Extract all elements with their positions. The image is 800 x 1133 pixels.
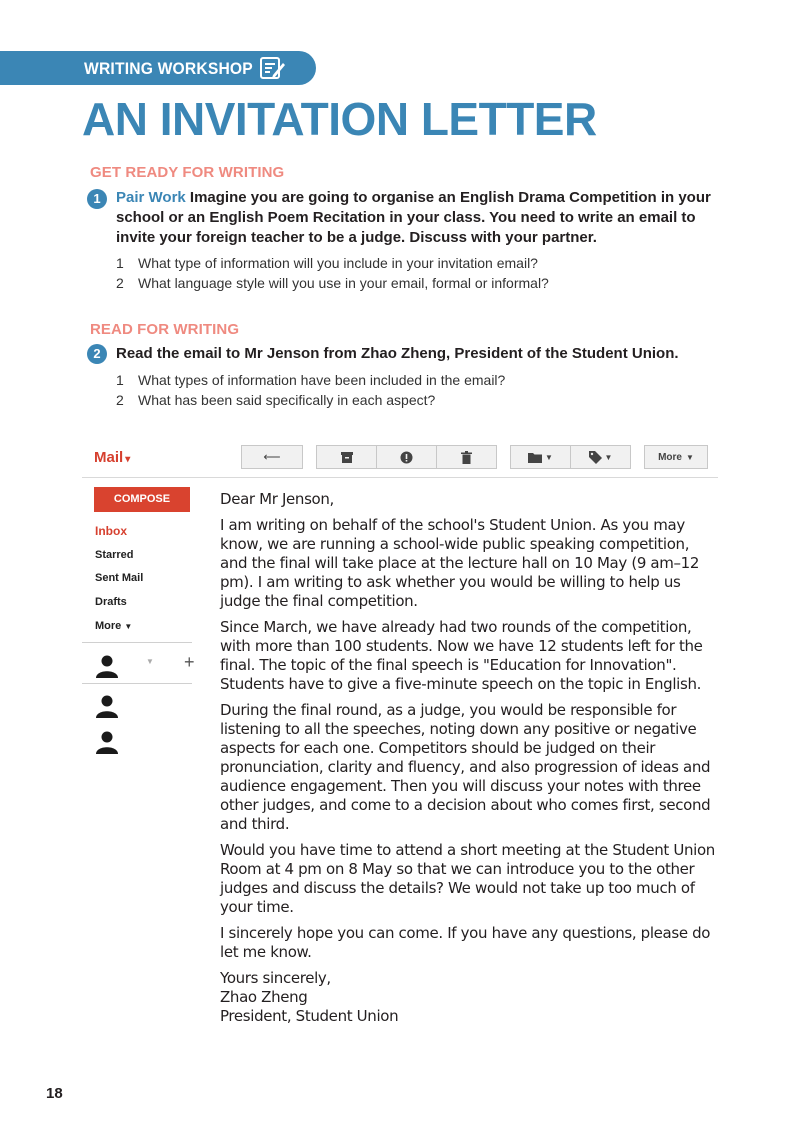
chevron-down-icon: ▼ xyxy=(545,452,553,462)
sidebar-item-inbox[interactable]: Inbox xyxy=(95,524,127,538)
compose-button[interactable]: COMPOSE xyxy=(94,487,190,512)
task-1-body: Imagine you are going to organise an English Drama Competition in your school or an English Poem Recitation in your class. You need to write an email to invite your foreign teacher to be a judge. Discuss with your partner. xyxy=(116,189,711,246)
page-title: AN INVITATION LETTER xyxy=(82,93,597,145)
chevron-down-icon: ▼ xyxy=(124,622,133,631)
mail-menu[interactable]: Mail ▾ xyxy=(94,449,131,466)
toolbar-divider xyxy=(82,477,718,478)
chevron-down-icon[interactable]: ▼ xyxy=(146,657,154,666)
task-1-text xyxy=(116,188,736,248)
section-banner xyxy=(0,51,316,85)
banner-label: WRITING WORKSHOP xyxy=(84,59,253,78)
email-body xyxy=(220,490,720,1026)
add-contact-button[interactable]: + xyxy=(184,652,195,672)
question-2-1: 1 What types of information have been included in the email? xyxy=(116,372,506,388)
task-2-text: Read the email to Mr Jenson from Zhao Zheng, President of the Student Union. xyxy=(116,345,679,362)
archive-button[interactable] xyxy=(316,445,377,469)
read-heading: READ FOR WRITING xyxy=(90,321,240,338)
folder-icon xyxy=(528,452,542,463)
email-closing: Yours sincerely, xyxy=(220,969,331,987)
sidebar-divider xyxy=(82,642,192,643)
contact-avatar-icon xyxy=(95,694,119,718)
get-ready-heading: GET READY FOR WRITING xyxy=(90,164,285,181)
email-paragraph: I am writing on behalf of the school's Student Union. As you may know, we are running a school-wide public speaking competition, and the final will take place at the lecture hall on 10 May (9 am–12 pm). I am writing to ask whether you would be willing to help us judge the final competition. xyxy=(220,516,700,610)
sidebar-item-sent-mail[interactable]: Sent Mail xyxy=(95,572,144,584)
email-signature-title: President, Student Union xyxy=(220,1007,399,1025)
email-paragraph: During the final round, as a judge, you would be responsible for listening to all the speeches, noting down any positive or negative aspects for each one. Competitors should be judged on their pronunciation, clarity and fluency, and also progression of ideas and audience engagement. Then you will discuss your notes with three other judges, and come to a decision about who comes first, second and third. xyxy=(220,701,711,833)
sidebar-divider xyxy=(82,683,192,684)
tag-icon xyxy=(589,451,602,464)
pair-work-label: Pair Work xyxy=(116,189,186,206)
page-number: 18 xyxy=(46,1085,63,1102)
sidebar-item-starred[interactable]: Starred xyxy=(95,549,134,561)
question-2-2: 2 What has been said specifically in each aspect? xyxy=(116,392,436,408)
sidebar-item-drafts[interactable]: Drafts xyxy=(95,596,127,608)
trash-icon xyxy=(461,451,472,464)
email-salutation: Dear Mr Jenson, xyxy=(220,490,334,508)
spam-alert-icon xyxy=(400,451,413,464)
email-paragraph: Would you have time to attend a short meeting at the Student Union Room at 4 pm on 8 May so that we can introduce you to the other judges and discuss the details? We would not take up too much of your time. xyxy=(220,841,715,916)
email-paragraph: Since March, we have already had two rounds of the competition, with more than 100 students. Now we have 12 students left for the final. The topic of the final speech is "Education for Innovation". Students have to give a five-minute speech on the topic in English. xyxy=(220,618,703,693)
contact-avatar-icon xyxy=(95,654,119,678)
more-button[interactable]: More ▼ xyxy=(644,445,708,469)
chevron-down-icon: ▾ xyxy=(125,454,131,465)
reply-button[interactable] xyxy=(241,445,303,469)
chevron-down-icon: ▼ xyxy=(685,452,694,462)
report-spam-button[interactable] xyxy=(376,445,437,469)
chevron-down-icon: ▼ xyxy=(604,452,613,462)
question-1-2: 2 What language style will you use in your email, formal or informal? xyxy=(116,275,549,291)
writing-pad-icon xyxy=(258,55,286,81)
email-paragraph: I sincerely hope you can come. If you have any questions, please do let me know. xyxy=(220,924,711,961)
question-1-1: 1 What type of information will you include in your invitation email? xyxy=(116,255,538,271)
contact-avatar-icon xyxy=(95,730,119,754)
reply-arrow-icon: ⟵ xyxy=(263,450,281,464)
task-number-1: 1 xyxy=(87,189,107,209)
archive-icon xyxy=(341,452,353,463)
email-signature-name: Zhao Zheng xyxy=(220,988,308,1006)
move-to-button[interactable] xyxy=(510,445,571,469)
task-number-2: 2 xyxy=(87,344,107,364)
labels-button[interactable] xyxy=(570,445,631,469)
delete-button[interactable] xyxy=(436,445,497,469)
sidebar-item-more[interactable]: More ▼ xyxy=(95,620,133,632)
